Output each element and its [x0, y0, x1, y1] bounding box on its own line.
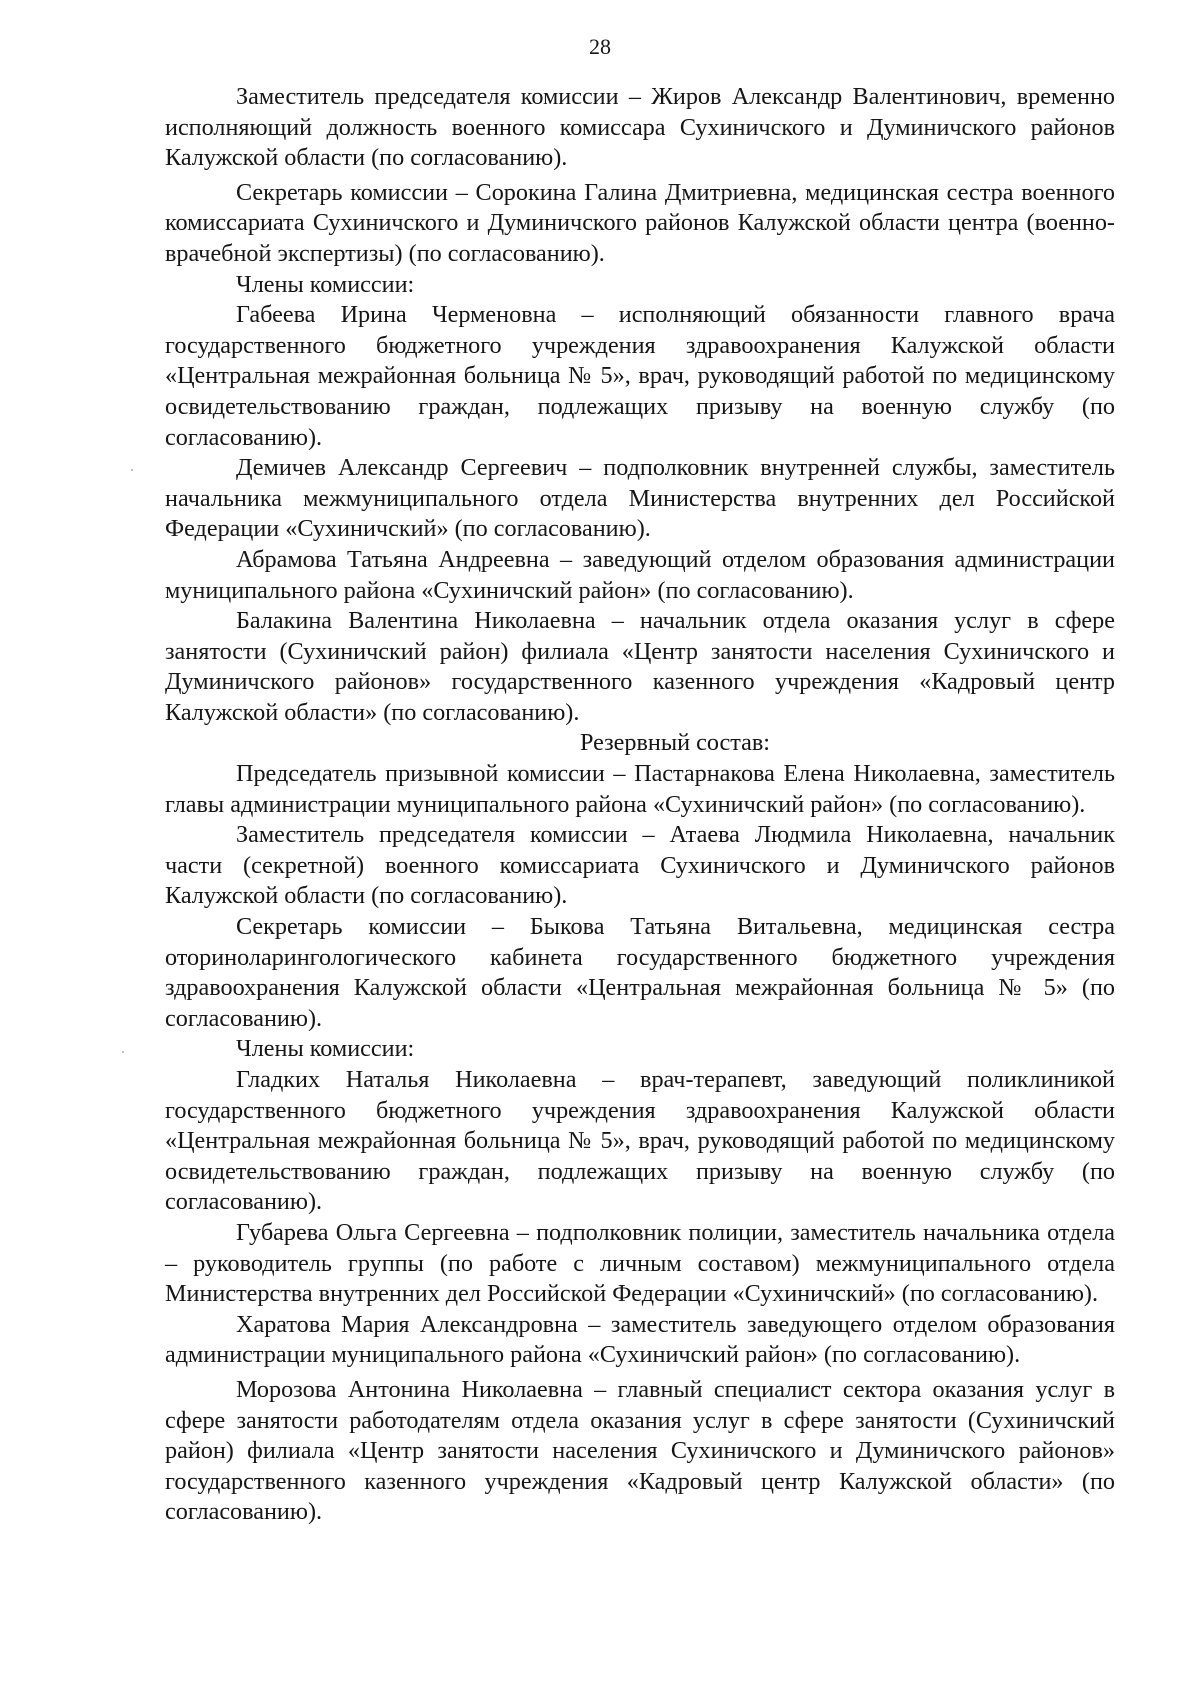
paragraph-secretary: Секретарь комиссии – Сорокина Галина Дмитриевна, медицинская сестра военного комиссариата Сухиничского и Думиничского районов Калужской области центра (военно-врачебной экспертизы) (по согласованию).: [165, 178, 1115, 267]
paragraph-deputy-chair: Заместитель председателя комиссии – Жиров Александр Валентинович, временно исполняющий должность военного комиссара Сухиничского и Думиничского районов Калужской области (по согласованию).: [165, 83, 1115, 172]
reserve-members-heading: Члены комиссии:: [236, 1035, 415, 1063]
paragraph-reserve-member-gubareva: Губарева Ольга Сергеевна – подполковник полиции, заместитель начальника отдела – руководитель группы (по работе с личным составом) межмуниципального отдела Министерства внутренних дел Российской Федерации «Сухиничский» (по согласованию).: [165, 1218, 1115, 1308]
document-body: [165, 82, 1115, 1528]
paragraph-reserve-member-kharatova: Харатова Мария Александровна – заместитель заведующего отделом образования администрации муниципального района «Сухиничский район» (по согласованию).: [165, 1310, 1115, 1369]
members-heading: Члены комиссии:: [236, 270, 415, 298]
paragraph-reserve-member-morozova: Морозова Антонина Николаевна – главный специалист сектора оказания услуг в сфере занятости работодателям отдела оказания услуг в сфере занятости (Сухиничский район) филиала «Центр занятости населения Сухиничского и Думиничского районов» государственного казенного учреждения «Кадровый центр Калужской области» (по согласованию).: [165, 1375, 1115, 1526]
paragraph-member-abramova: Абрамова Татьяна Андреевна – заведующий отделом образования администрации муниципального района «Сухиничский район» (по согласованию).: [165, 545, 1115, 604]
paragraph-reserve-secretary: Секретарь комиссии – Быкова Татьяна Витальевна, медицинская сестра оториноларингологического кабинета государственного бюджетного учреждения здравоохранения Калужской области «Центральная межрайонная больница № 5» (по согласованию).: [165, 913, 1115, 1032]
paragraph-reserve-deputy-chair: Заместитель председателя комиссии – Атаева Людмила Николаевна, начальник части (секретной) военного комиссариата Сухиничского и Думиничского районов Калужской области (по согласованию).: [165, 821, 1115, 910]
scan-dot-left-lower: [122, 1051, 124, 1053]
paragraph-member-demichev: Демичев Александр Сергеевич – подполковник внутренней службы, заместитель начальника межмуниципального отдела Министерства внутренних дел Российской Федерации «Сухиничский» (по согласованию).: [165, 454, 1115, 543]
page-number: 28: [589, 34, 611, 59]
paragraph-reserve-chair: Председатель призывной комиссии – Пастарнакова Елена Николаевна, заместитель главы администрации муниципального района «Сухиничский район» (по согласованию).: [165, 760, 1115, 818]
reserve-heading: Резервный состав:: [579, 729, 771, 757]
paragraph-member-gabeeva: Габеева Ирина Черменовна – исполняющий обязанности главного врача государственного бюджетного учреждения здравоохранения Калужской области «Центральная межрайонная больница № 5», врач, руководящий работой по медицинскому освидетельствованию граждан, подлежащих призыву на военную службу (по согласованию).: [165, 301, 1115, 451]
paragraph-reserve-member-gladkikh: Гладких Наталья Николаевна – врач-терапевт, заведующий поликлиникой государственного бюджетного учреждения здравоохранения Калужской области «Центральная межрайонная больница № 5», врач, руководящий работой по медицинскому освидетельствованию граждан, подлежащих призыву на военную службу (по согласованию).: [165, 1066, 1115, 1216]
paragraph-member-balakina: Балакина Валентина Николаевна – начальник отдела оказания услуг в сфере занятости (Сухиничский район) филиала «Центр занятости населения Сухиничского и Думиничского районов» государственного казенного учреждения «Кадровый центр Калужской области» (по согласованию).: [165, 607, 1115, 726]
scan-dot-left-upper: [131, 469, 133, 471]
